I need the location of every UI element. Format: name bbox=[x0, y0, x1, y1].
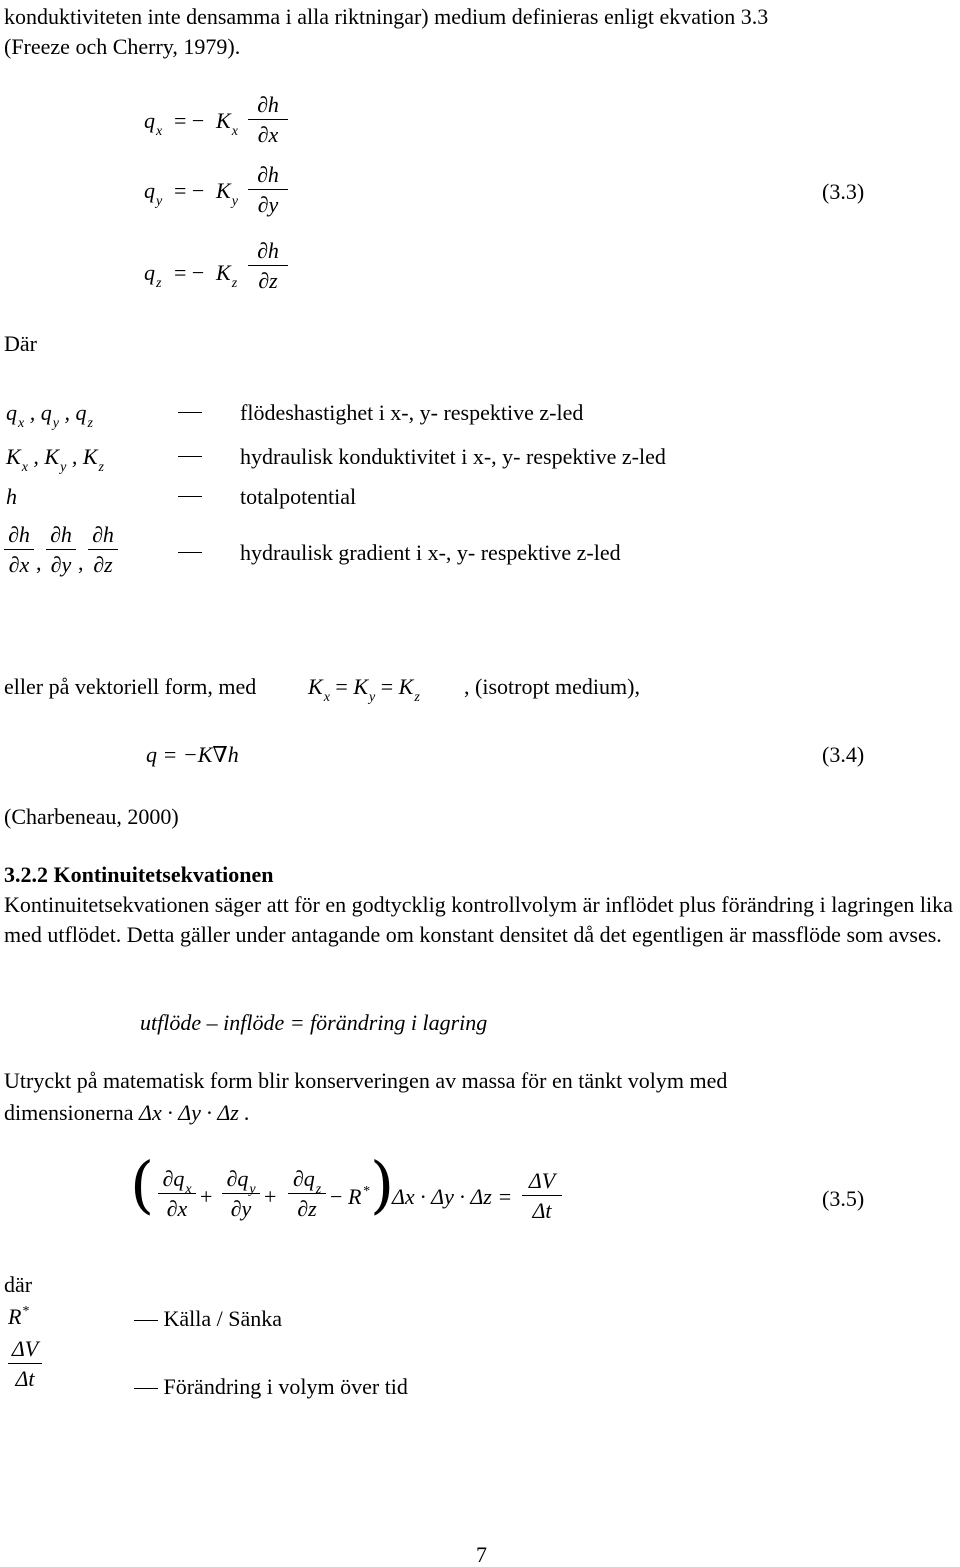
word-equation: utflöde – inflöde = förändring i lagring bbox=[140, 1010, 488, 1035]
eq33-frac-y: ∂h ∂y bbox=[248, 164, 288, 216]
def-dash-2 bbox=[178, 456, 202, 457]
def-dash-4 bbox=[178, 552, 202, 553]
eq35-frac-qx: $\partial q_x$ ∂x bbox=[158, 1168, 196, 1220]
dar2-label: där bbox=[4, 1272, 33, 1297]
eq33-number: (3.3) bbox=[822, 179, 865, 204]
def-dash-1 bbox=[178, 412, 202, 413]
eq35-number: (3.5) bbox=[822, 1186, 865, 1211]
citation: (Charbeneau, 2000) bbox=[4, 804, 179, 829]
eq35-R: R* bbox=[348, 1184, 370, 1209]
section-heading: 3.2.2 Kontinuitetsekvationen bbox=[4, 862, 274, 887]
def-desc-2: hydraulisk konduktivitet i x-, y- respektive z-led bbox=[240, 444, 666, 469]
def-frac-y: ∂h ∂y bbox=[46, 524, 76, 576]
isotropy-condition: $K_x = K_y = K_z$ bbox=[308, 674, 420, 705]
def-symbol-h: h bbox=[6, 484, 17, 509]
eq33-qz: $q_z$ bbox=[144, 260, 162, 291]
dar-label: Där bbox=[4, 331, 37, 356]
def-frac-z: ∂h ∂z bbox=[88, 524, 118, 576]
eq35-plus-2: + bbox=[264, 1184, 277, 1209]
def-dash-3 bbox=[178, 496, 202, 497]
dar2-item-1: Källa / Sänka bbox=[134, 1308, 282, 1330]
intro-line-2: (Freeze och Cherry, 1979). bbox=[4, 34, 241, 59]
def-desc-1: flödeshastighet i x-, y- respektive z-led bbox=[240, 400, 584, 425]
dar2-item-2: Förändring i volym över tid bbox=[134, 1376, 408, 1398]
dimensions: Δx · Δy · Δz . bbox=[139, 1100, 250, 1125]
def-frac-x: ∂h ∂x bbox=[4, 524, 34, 576]
eq33-qx: $q_x$ bbox=[144, 108, 163, 139]
eq35-paren-right: ) bbox=[370, 1148, 395, 1221]
def-symbol-K: $K_x$ , $K_y$ , $K_z$ bbox=[6, 444, 104, 475]
eq33-eq-x: = − bbox=[174, 108, 205, 133]
eq35-frac-qz: $\partial q_z$ ∂z bbox=[288, 1168, 326, 1220]
eq35-delta: Δx · Δy · Δz = bbox=[392, 1184, 513, 1209]
dar2-symbol-R: R* bbox=[8, 1304, 30, 1329]
def-symbol-q: $q_x$ , $q_y$ , $q_z$ bbox=[6, 400, 93, 431]
intro-line-1: konduktiviteten inte densamma i alla riktningar) medium definieras enligt ekvation 3.3 bbox=[4, 4, 769, 29]
eq33-eq-y: = − bbox=[174, 178, 205, 203]
eq35-minus: − bbox=[330, 1184, 343, 1209]
eq35-paren-left: ( bbox=[130, 1148, 155, 1221]
paragraph2-line2: dimensionerna Δx · Δy · Δz . bbox=[4, 1100, 250, 1125]
paragraph2-line1: Utryckt på matematisk form blir konserveringen av massa för en tänkt volym med bbox=[4, 1068, 728, 1093]
def-desc-3: totalpotential bbox=[240, 484, 357, 509]
eq35-plus-1: + bbox=[200, 1184, 213, 1209]
page-number: 7 bbox=[476, 1542, 487, 1567]
eq34-number: (3.4) bbox=[822, 742, 865, 767]
def-comma-2: , bbox=[78, 550, 84, 575]
eq33-Kx: $K_x$ bbox=[216, 108, 238, 139]
section-paragraph: Kontinuitetsekvationen säger att för en godtycklig kontrollvolym är inflödet plus förändring i lagringen lika med utflödet. Detta gäller under antagande om konstant densitet då det egentligen är massflöde som avses. bbox=[4, 892, 953, 947]
def-comma-1: , bbox=[36, 550, 42, 575]
eq33-frac-z: ∂h ∂z bbox=[248, 240, 288, 292]
eq33-Ky: $K_y$ bbox=[216, 178, 238, 209]
dar2-symbol-dV-dt: ΔV Δt bbox=[8, 1338, 42, 1390]
eq34: q = −K∇h bbox=[146, 742, 239, 767]
def-desc-4: hydraulisk gradient i x-, y- respektive z-led bbox=[240, 540, 621, 565]
eq33-eq-z: = − bbox=[174, 260, 205, 285]
eq35-frac-qy: $\partial q_y$ ∂y bbox=[222, 1168, 260, 1220]
eq33-frac-x: ∂h ∂x bbox=[248, 94, 288, 146]
vector-form-text: eller på vektoriell form, med bbox=[4, 674, 257, 699]
eq33-Kz: $K_z$ bbox=[216, 260, 238, 291]
vector-form-text-after: , (isotropt medium), bbox=[464, 674, 640, 699]
eq33-qy: $q_y$ bbox=[144, 178, 163, 209]
eq35-frac-rhs: ΔV Δt bbox=[522, 1170, 562, 1222]
